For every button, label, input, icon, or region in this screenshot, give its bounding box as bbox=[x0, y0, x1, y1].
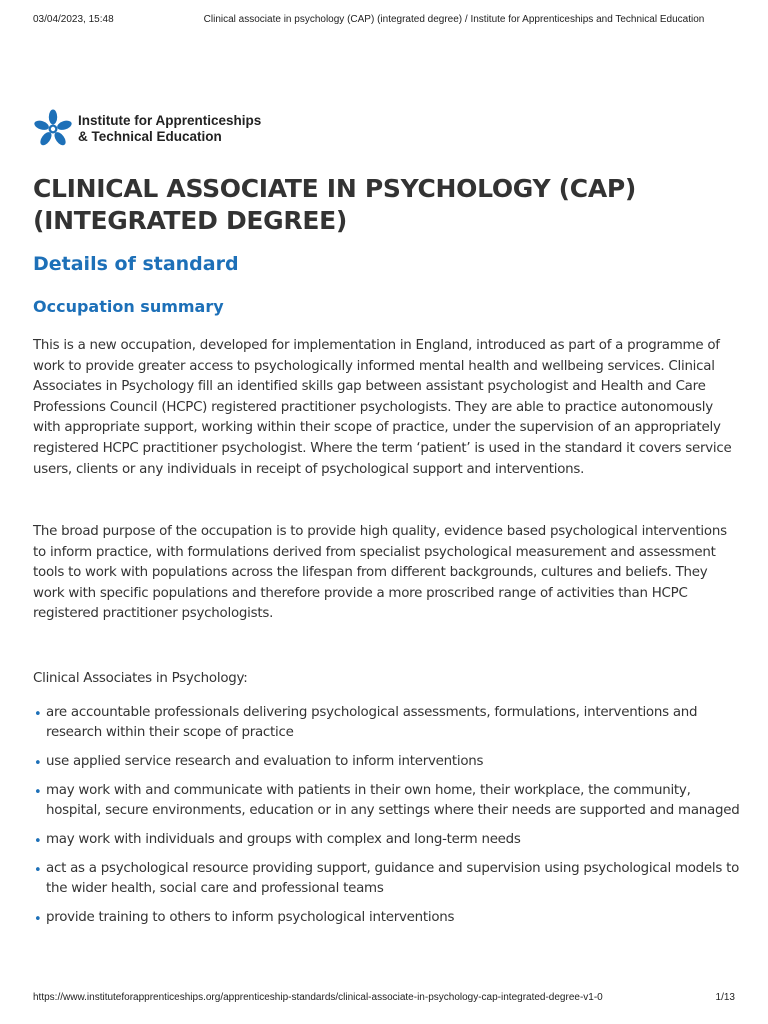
list-item-text: are accountable professionals delivering psychological assessments, formulations, interventions and research within their scope of practice bbox=[46, 705, 698, 740]
page-number: 1/13 bbox=[715, 992, 735, 1003]
institute-logo[interactable] bbox=[32, 108, 261, 150]
list-item bbox=[33, 752, 741, 772]
print-header bbox=[33, 14, 735, 25]
list-item bbox=[33, 908, 741, 928]
list-item-text: act as a psychological resource providing support, guidance and supervision using psychological models to the wider health, social care and professional teams bbox=[46, 861, 740, 896]
list-item bbox=[33, 859, 741, 899]
bullet-icon: • bbox=[34, 785, 42, 800]
list-item-text: may work with and communicate with patients in their own home, their workplace, the community, hospital, secure environments, education or in any settings where their needs are supported and managed bbox=[46, 783, 740, 818]
list-item-text: provide training to others to inform psychological interventions bbox=[46, 910, 455, 925]
list-item bbox=[33, 830, 741, 850]
bullet-icon: • bbox=[34, 912, 42, 927]
summary-paragraph-1: This is a new occupation, developed for implementation in England, introduced as part of a programme of work to provide greater access to psychologically informed mental health and wellbeing services. Clinical Associates in Psychology fill an identified skills gap between assistant psychologist and Health and Care Professions Council (HCPC) registered practitioner psychologists. They are able to practice autonomously with appropriate support, working within their scope of practice, under the supervision of an appropriately registered HCPC practitioner psychologist. Where the term ‘patient’ is used in the standard it covers service users, clients or any individuals in receipt of psychological support and interventions. bbox=[33, 338, 732, 477]
bullet-icon: • bbox=[34, 834, 42, 849]
list-item bbox=[33, 703, 741, 743]
bullet-icon: • bbox=[34, 707, 42, 722]
page-title: CLINICAL ASSOCIATE IN PSYCHOLOGY (CAP) (INTEGRATED DEGREE) bbox=[33, 174, 637, 235]
print-timestamp: 03/04/2023, 15:48 bbox=[33, 14, 114, 25]
details-heading: Details of standard bbox=[33, 253, 239, 275]
print-url[interactable]: https://www.instituteforapprenticeships.org/apprenticeship-standards/clinical-associate-in-psychology-cap-integrated-degree-v1-0 bbox=[33, 992, 603, 1003]
summary-paragraph-3: Clinical Associates in Psychology: bbox=[33, 671, 248, 686]
logo-line-2: & Technical Education bbox=[78, 129, 222, 144]
logo-line-1: Institute for Apprenticeships bbox=[78, 113, 262, 128]
logo-text bbox=[78, 113, 261, 145]
summary-paragraph-2: The broad purpose of the occupation is to provide high quality, evidence based psychological interventions to inform practice, with formulations derived from specialist psychological measurement and assessment tools to work with populations across the lifespan from different backgrounds, cultures and beliefs. They work with specific populations and therefore provide a more proscribed range of activities than HCPC registered practitioner psychologists. bbox=[33, 524, 727, 622]
bullet-icon: • bbox=[34, 756, 42, 771]
list-item bbox=[33, 781, 741, 821]
occupation-summary-heading: Occupation summary bbox=[33, 297, 224, 316]
print-footer bbox=[33, 992, 735, 1003]
list-item-text: use applied service research and evaluation to inform interventions bbox=[46, 754, 484, 769]
print-page-title: Clinical associate in psychology (CAP) (integrated degree) / Institute for Apprenticeships and Technical Education bbox=[203, 14, 705, 25]
bullet-icon: • bbox=[34, 863, 42, 878]
list-item-text: may work with individuals and groups with complex and long-term needs bbox=[46, 832, 521, 847]
star-logo-icon bbox=[32, 108, 74, 150]
responsibilities-list bbox=[33, 703, 741, 937]
